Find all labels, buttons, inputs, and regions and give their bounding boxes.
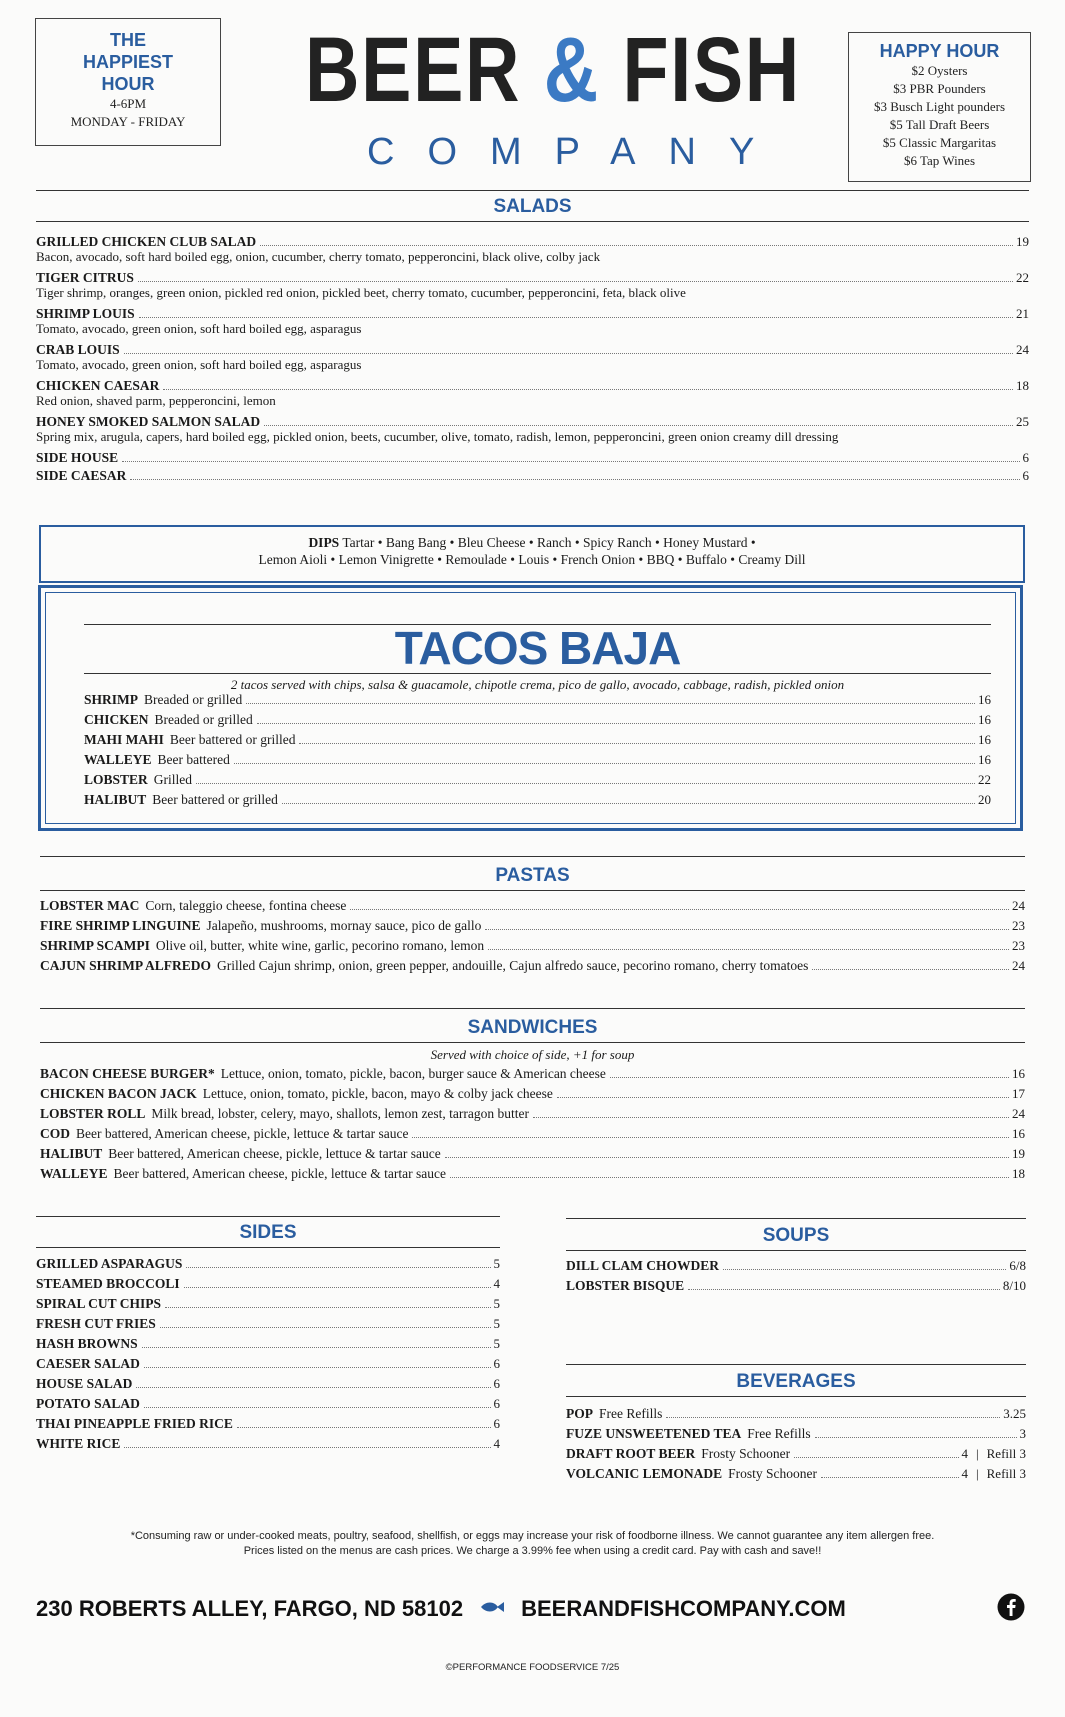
leader-dots: [666, 1417, 1000, 1418]
happiest-hour-line2: HAPPIEST: [82, 52, 174, 72]
menu-item: [566, 1442, 1026, 1462]
happiest-hour-line1: THE: [110, 30, 146, 50]
item-price: 3.25: [1003, 1406, 1026, 1421]
item-refill: Refill 3: [986, 1446, 1026, 1461]
item-price: 22: [978, 772, 991, 787]
item-price: 6: [1022, 450, 1029, 465]
item-desc: Beer battered or grilled: [169, 732, 296, 747]
item-price: 6: [1022, 468, 1029, 483]
happy-hour-item: $5 Classic Margaritas: [882, 135, 997, 150]
logo-word-beer: BEER: [305, 19, 522, 121]
item-name: SHRIMP SCAMPI: [40, 938, 150, 953]
happiest-hour-days: MONDAY - FRIDAY: [70, 114, 186, 129]
item-price: 17: [1012, 1086, 1025, 1101]
leader-dots: [144, 1367, 491, 1368]
item-price: 19: [1012, 1146, 1025, 1161]
menu-item: [84, 768, 991, 788]
salads-list: [36, 232, 1029, 484]
leader-dots: [812, 969, 1009, 970]
item-name: DRAFT ROOT BEER: [566, 1446, 696, 1461]
item-name: SIDE CAESAR: [36, 468, 127, 483]
item-name: HASH BROWNS: [36, 1336, 138, 1351]
item-price: 5: [493, 1336, 500, 1351]
item-price: 20: [978, 792, 991, 807]
leader-dots: [282, 803, 975, 804]
menu-item: [566, 1254, 1026, 1274]
footer-bar: [36, 1594, 1025, 1624]
item-desc: Spring mix, arugula, capers, hard boiled egg, pickled onion, beets, cucumber, olive, tomato, radish, lemon, pepperoncini, green onion creamy dill dressing: [36, 429, 839, 444]
item-name: SPIRAL CUT CHIPS: [36, 1296, 162, 1311]
item-desc: Beer battered or grilled: [152, 792, 278, 807]
item-price: 6: [493, 1376, 500, 1391]
leader-dots: [533, 1117, 1009, 1118]
sides-list: [36, 1252, 500, 1452]
leader-dots: [160, 1327, 491, 1328]
leader-dots: [299, 743, 975, 744]
happy-hour-item: $5 Tall Draft Beers: [889, 117, 990, 132]
item-desc: Tiger shrimp, oranges, green onion, pickled red onion, pickled beet, cherry tomato, cucumber, pepperoncini, feta, black olive: [36, 285, 686, 300]
sandwiches-list: [40, 1062, 1025, 1182]
tacos-subtitle: 2 tacos served with chips, salsa & guacamole, chipotle crema, pico de gallo, avocado, cabbage, radish, pickled onion: [230, 677, 845, 692]
item-price: 6: [493, 1356, 500, 1371]
salads-section: [36, 190, 1029, 222]
dips-line1: Tartar • Bang Bang • Bleu Cheese • Ranch • Spicy Ranch • Honey Mustard •: [342, 535, 756, 550]
item-desc: Frosty Schooner: [728, 1466, 817, 1481]
menu-item: [40, 1162, 1025, 1182]
soups-list: [566, 1254, 1026, 1294]
happiest-hour-line3: HOUR: [101, 74, 155, 94]
footer-address: 230 ROBERTS ALLEY, FARGO, ND 58102: [36, 1596, 464, 1621]
beverages-section: [566, 1364, 1026, 1397]
item-price: 18: [1016, 378, 1029, 393]
item-desc: Olive oil, butter, white wine, garlic, pecorino romano, lemon: [155, 938, 485, 953]
item-refill: Refill 3: [986, 1466, 1026, 1481]
salads-title: SALADS: [493, 196, 572, 217]
price-separator: |: [976, 1466, 979, 1481]
menu-item: [40, 1102, 1025, 1122]
item-price: 5: [493, 1256, 500, 1271]
item-desc: Red onion, shaved parm, pepperoncini, lemon: [36, 393, 276, 408]
leader-dots: [350, 909, 1009, 910]
item-name: SIDE HOUSE: [36, 450, 119, 465]
item-desc: Beer battered, American cheese, pickle, lettuce & tartar sauce: [76, 1126, 409, 1141]
beverages-list: [566, 1402, 1026, 1482]
item-name: WHITE RICE: [36, 1436, 121, 1451]
menu-item: [84, 788, 991, 808]
dips-box: [39, 525, 1025, 583]
salad-item: [36, 448, 1029, 466]
happy-hour-item: $6 Tap Wines: [903, 153, 976, 168]
item-name: LOBSTER MAC: [40, 898, 140, 913]
item-desc: Lettuce, onion, tomato, pickle, bacon, mayo & colby jack cheese: [202, 1086, 553, 1101]
item-desc: Free Refills: [599, 1406, 663, 1421]
menu-item: [84, 688, 991, 708]
menu-item: [36, 1272, 500, 1292]
item-price: 19: [1016, 234, 1029, 249]
item-price: 24: [1012, 1106, 1025, 1121]
item-price: 8/10: [1002, 1278, 1026, 1293]
item-name: FUZE UNSWEETENED TEA: [566, 1426, 742, 1441]
leader-dots: [488, 949, 1009, 950]
item-desc: Tomato, avocado, green onion, soft hard boiled egg, asparagus: [36, 321, 362, 336]
item-name: POTATO SALAD: [36, 1396, 140, 1411]
item-name: HOUSE SALAD: [36, 1376, 133, 1391]
leader-dots: [821, 1477, 959, 1478]
leader-dots: [136, 1387, 490, 1388]
footer-credit: ©PERFORMANCE FOODSERVICE 7/25: [445, 1662, 620, 1673]
item-name: CAJUN SHRIMP ALFREDO: [40, 958, 212, 973]
menu-item: [566, 1462, 1026, 1482]
menu-item: [40, 1122, 1025, 1142]
happy-hour-item: $3 Busch Light pounders: [873, 99, 1006, 114]
item-name: TIGER CITRUS: [36, 270, 134, 285]
item-desc: Tomato, avocado, green onion, soft hard boiled egg, asparagus: [36, 357, 362, 372]
dips-line2: Lemon Aioli • Lemon Vinigrette • Remoulade • Louis • French Onion • BBQ • Buffalo • Creamy Dill: [258, 552, 806, 567]
leader-dots: [186, 1267, 490, 1268]
leader-dots: [557, 1097, 1009, 1098]
leader-dots: [688, 1289, 1000, 1290]
item-desc: Frosty Schooner: [701, 1446, 791, 1461]
item-name: HALIBUT: [40, 1146, 103, 1161]
happy-hour-box: [848, 32, 1031, 182]
item-name: STEAMED BROCCOLI: [36, 1276, 180, 1291]
item-name: SHRIMP: [84, 692, 138, 707]
menu-item: [36, 1312, 500, 1332]
item-price: 5: [493, 1316, 500, 1331]
item-price: 6: [493, 1416, 500, 1431]
disclaimer-line2: Prices listed on the menus are cash prices. We charge a 3.99% fee when using a credit card. Pay with cash and save!!: [243, 1545, 822, 1557]
pastas-list: [40, 894, 1025, 974]
leader-dots: [237, 1427, 491, 1428]
item-desc: Corn, taleggio cheese, fontina cheese: [145, 898, 347, 913]
menu-item: [36, 1252, 500, 1272]
logo: [305, 19, 801, 174]
item-price: 5: [493, 1296, 500, 1311]
item-price: 6: [493, 1396, 500, 1411]
item-name: MAHI MAHI: [84, 732, 164, 747]
leader-dots: [610, 1077, 1009, 1078]
menu-item: [36, 1392, 500, 1412]
item-desc: Breaded or grilled: [144, 692, 243, 707]
menu-item: [40, 934, 1025, 954]
item-name: COD: [40, 1126, 70, 1141]
item-desc: Grilled Cajun shrimp, onion, green pepper, andouille, Cajun alfredo sauce, pecorino romano, cherry tomatoes: [217, 958, 809, 973]
item-name: VOLCANIC LEMONADE: [566, 1466, 723, 1481]
item-price: 16: [978, 712, 991, 727]
item-desc: Beer battered, American cheese, pickle, lettuce & tartar sauce: [108, 1146, 441, 1161]
item-name: CHICKEN: [84, 712, 149, 727]
leader-dots: [124, 1447, 490, 1448]
pastas-section: [40, 856, 1025, 891]
item-price: 4: [961, 1446, 969, 1461]
item-price: 4: [493, 1436, 500, 1451]
item-price: 24: [1012, 898, 1025, 913]
item-desc: Beer battered, American cheese, pickle, lettuce & tartar sauce: [113, 1166, 446, 1181]
item-name: LOBSTER ROLL: [40, 1106, 146, 1121]
item-name: WALLEYE: [84, 752, 152, 767]
item-desc: Milk bread, lobster, celery, mayo, shallots, lemon zest, tarragon butter: [151, 1106, 530, 1121]
logo-company: COMPANY: [367, 131, 788, 173]
disclaimer: [30, 1529, 1035, 1559]
item-name: LOBSTER: [84, 772, 148, 787]
leader-dots: [815, 1437, 1017, 1438]
item-price: 24: [1016, 342, 1029, 357]
leader-dots: [196, 783, 975, 784]
logo-word-fish: FISH: [622, 19, 801, 121]
leader-dots: [184, 1287, 491, 1288]
leader-dots: [257, 723, 975, 724]
fish-icon: [479, 1600, 505, 1619]
happiest-hour-time: 4-6PM: [109, 96, 147, 111]
sandwiches-subtitle: Served with choice of side, +1 for soup: [430, 1047, 635, 1062]
menu-item: [566, 1274, 1026, 1294]
sides-title: SIDES: [239, 1222, 297, 1243]
sandwiches-title: SANDWICHES: [467, 1017, 598, 1038]
menu-item: [40, 1082, 1025, 1102]
item-price: 22: [1016, 270, 1029, 285]
item-name: FIRE SHRIMP LINGUINE: [40, 918, 201, 933]
happiest-hour-box: [35, 18, 221, 146]
leader-dots: [445, 1157, 1009, 1158]
leader-dots: [723, 1269, 1006, 1270]
pastas-title: PASTAS: [495, 865, 570, 886]
item-name: FRESH CUT FRIES: [36, 1316, 156, 1331]
menu-item: [36, 1332, 500, 1352]
leader-dots: [144, 1407, 491, 1408]
menu-item: [40, 894, 1025, 914]
item-price: 16: [1012, 1066, 1025, 1081]
item-desc: Jalapeño, mushrooms, mornay sauce, pico de gallo: [206, 918, 482, 933]
leader-dots: [142, 1347, 491, 1348]
soups-title: SOUPS: [762, 1225, 830, 1246]
disclaimer-line1: *Consuming raw or under-cooked meats, poultry, seafood, shellfish, or eggs may increase your risk of foodborne illness. We cannot guarantee any item allergen free.: [130, 1530, 935, 1542]
item-price: 21: [1016, 306, 1029, 321]
sandwiches-section: [40, 1008, 1025, 1043]
menu-item: [566, 1422, 1026, 1442]
item-name: LOBSTER BISQUE: [566, 1278, 685, 1293]
facebook-icon[interactable]: [997, 1593, 1025, 1626]
leader-dots: [450, 1177, 1009, 1178]
menu-item: [36, 1412, 500, 1432]
item-price: 16: [1012, 1126, 1025, 1141]
leader-dots: [794, 1457, 958, 1458]
item-name: CRAB LOUIS: [36, 342, 120, 357]
menu-item: [36, 1372, 500, 1392]
tacos-title: TACOS BAJA: [394, 622, 681, 674]
dips-label: DIPS: [308, 535, 340, 550]
menu-item: [566, 1402, 1026, 1422]
beverages-title: BEVERAGES: [736, 1371, 856, 1392]
menu-item: [36, 1432, 500, 1452]
item-price: 6/8: [1009, 1258, 1026, 1273]
item-name: POP: [566, 1406, 593, 1421]
item-price: 16: [978, 752, 991, 767]
item-desc: Breaded or grilled: [154, 712, 253, 727]
leader-dots: [234, 763, 975, 764]
item-desc: Grilled: [153, 772, 193, 787]
item-name: HONEY SMOKED SALMON SALAD: [36, 414, 261, 429]
logo-ampersand: &: [543, 19, 600, 121]
item-desc: Lettuce, onion, tomato, pickle, bacon, burger sauce & American cheese: [220, 1066, 606, 1081]
item-name: CHICKEN BACON JACK: [40, 1086, 197, 1101]
item-price: 4: [961, 1466, 969, 1481]
item-price: 23: [1012, 918, 1025, 933]
leader-dots: [412, 1137, 1009, 1138]
item-desc: Free Refills: [747, 1426, 811, 1441]
happy-hour-list: [849, 62, 1030, 170]
leader-dots: [163, 389, 1013, 390]
item-name: WALLEYE: [40, 1166, 108, 1181]
menu-item: [40, 914, 1025, 934]
menu-item: [40, 1062, 1025, 1082]
leader-dots: [122, 461, 1019, 462]
item-name: HALIBUT: [84, 792, 147, 807]
menu-item: [84, 748, 991, 768]
item-desc: Beer battered: [157, 752, 230, 767]
menu-item: [84, 728, 991, 748]
item-name: GRILLED ASPARAGUS: [36, 1256, 183, 1271]
item-name: THAI PINEAPPLE FRIED RICE: [36, 1416, 233, 1431]
item-price: 16: [978, 692, 991, 707]
menu-item: [36, 1352, 500, 1372]
item-desc: Bacon, avocado, soft hard boiled egg, onion, cucumber, cherry tomato, pepperoncini, black olive, colby jack: [36, 249, 601, 264]
item-name: BACON CHEESE BURGER*: [40, 1066, 215, 1081]
happy-hour-item: $2 Oysters: [911, 63, 968, 78]
salad-item: [36, 466, 1029, 484]
soups-section: [566, 1218, 1026, 1251]
menu-item: [84, 708, 991, 728]
item-price: 24: [1012, 958, 1025, 973]
item-name: CHICKEN CAESAR: [36, 378, 160, 393]
sides-section: [36, 1216, 500, 1248]
happy-hour-item: $3 PBR Pounders: [893, 81, 986, 96]
leader-dots: [165, 1307, 490, 1308]
leader-dots: [485, 929, 1009, 930]
footer-website[interactable]: BEERANDFISHCOMPANY.COM: [521, 1596, 846, 1621]
happy-hour-title: HAPPY HOUR: [879, 41, 1000, 61]
item-name: CAESER SALAD: [36, 1356, 140, 1371]
item-price: 16: [978, 732, 991, 747]
menu-item: [36, 1292, 500, 1312]
item-name: SHRIMP LOUIS: [36, 306, 135, 321]
logo-wordmark: [305, 19, 801, 121]
item-name: DILL CLAM CHOWDER: [566, 1258, 720, 1273]
price-separator: |: [976, 1446, 979, 1461]
menu-item: [40, 954, 1025, 974]
leader-dots: [130, 479, 1019, 480]
item-price: 4: [493, 1276, 500, 1291]
item-price: 3: [1019, 1426, 1026, 1441]
tacos-list: [84, 688, 991, 808]
item-price: 25: [1016, 414, 1029, 429]
menu-item: [40, 1142, 1025, 1162]
item-price: 18: [1012, 1166, 1025, 1181]
leader-dots: [246, 703, 975, 704]
item-price: 23: [1012, 938, 1025, 953]
item-name: GRILLED CHICKEN CLUB SALAD: [36, 234, 257, 249]
